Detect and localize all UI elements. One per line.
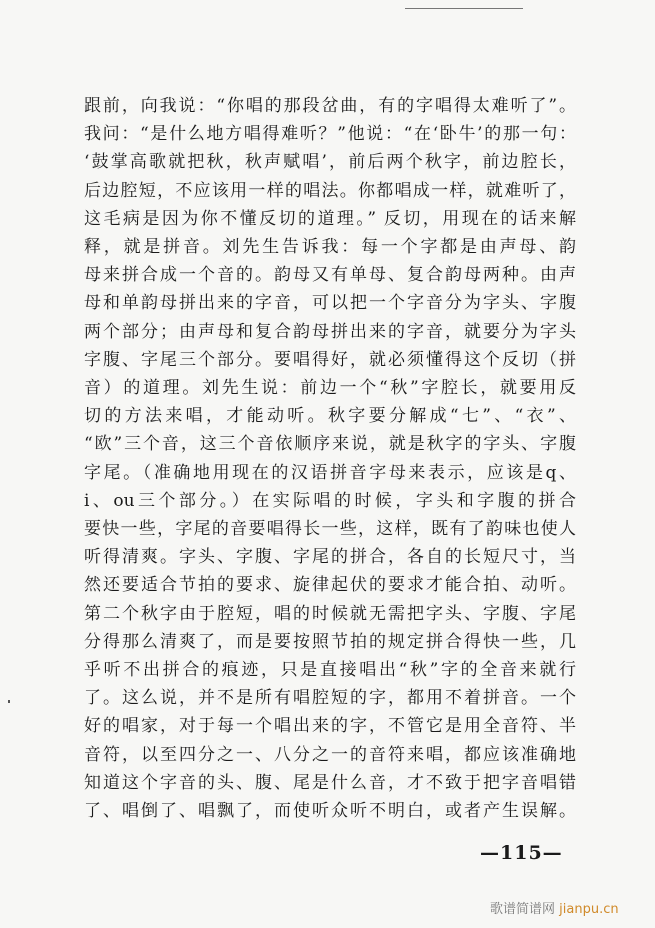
watermark [490, 898, 619, 917]
text-line: 跟前，向我说：“你唱的那段岔曲，有的字唱得太难听了”。 [84, 96, 576, 116]
watermark-cn: 歌谱简谱网 [490, 902, 556, 917]
text-line: 音符，以至四分之一、八分之一的音符来唱，都应该准确地 [84, 744, 576, 765]
text-line: 后边腔短，不应该用一样的唱法。你都唱成一样，就难听了， [84, 180, 576, 201]
text-line: 字腹、字尾三个部分。要唱得好，就必须懂得这个反切（拼 [84, 349, 576, 370]
text-line: 字尾。（准确地用现在的汉语拼音字母来表示，应该是q、 [84, 462, 576, 483]
body-text [84, 92, 576, 825]
text-line: 知道这个字音的头、腹、尾是什么音，才不致于把字音唱错 [84, 772, 576, 793]
text-line: 两个部分；由声母和复合韵母拼出来的字音，就要分为字头 [84, 321, 576, 342]
top-rule [405, 8, 523, 9]
watermark-url: jianpu.cn [559, 902, 619, 917]
text-line: 母来拼合成一个音的。韵母又有单母、复合韵母两种。由声 [84, 265, 576, 286]
text-line: 释，就是拼音。刘先生告诉我：每一个字都是由声母、韵 [84, 237, 576, 258]
scan-speck [8, 700, 10, 703]
text-line: 我问：“是什么地方唱得难听？”他说：“在‘卧牛’的那一句： [84, 124, 576, 145]
page-number: —115— [480, 842, 563, 864]
text-line: 好的唱家，对于每一个唱出来的字，不管它是用全音符、半 [84, 716, 576, 737]
text-line: 第二个秋字由于腔短，唱的时候就无需把字头、字腹、字尾 [84, 603, 576, 624]
text-line: 音）的道理。刘先生说：前边一个“秋”字腔长，就要用反 [84, 378, 576, 399]
text-line: 乎听不出拼合的痕迹，只是直接唱出“秋”字的全音来就行 [84, 660, 576, 681]
text-line: “欧”三个音，这三个音依顺序来说，就是秋字的字头、字腹 [84, 434, 576, 455]
text-line: 要快一些，字尾的音要唱得长一些，这样，既有了韵味也使人 [84, 519, 576, 540]
text-line: 了。这么说，并不是所有唱腔短的字，都用不着拼音。一个 [84, 688, 576, 709]
text-line: 切的方法来唱，才能动听。秋字要分解成“七”、“衣”、 [84, 406, 576, 427]
text-line: 母和单韵母拼出来的字音，可以把一个字音分为字头、字腹 [84, 293, 576, 314]
text-line: 然还要适合节拍的要求、旋律起伏的要求才能合拍、动听。 [84, 575, 576, 596]
text-line: ‘鼓掌高歌就把秋，秋声赋唱’，前后两个秋字，前边腔长， [84, 152, 576, 173]
text-line: 了、唱倒了、唱飘了，而使听众听不明白，或者产生误解。 [84, 801, 576, 822]
text-line: 分得那么清爽了，而是要按照节拍的规定拼合得快一些，几 [84, 631, 576, 652]
text-line: 听得清爽。字头、字腹、字尾的拼合，各自的长短尺寸，当 [84, 547, 576, 568]
text-line: 这毛病是因为你不懂反切的道理。” 反切，用现在的话来解 [84, 208, 576, 229]
text-line: i、ou三个部分。）在实际唱的时候，字头和字腹的拼合 [84, 490, 576, 511]
